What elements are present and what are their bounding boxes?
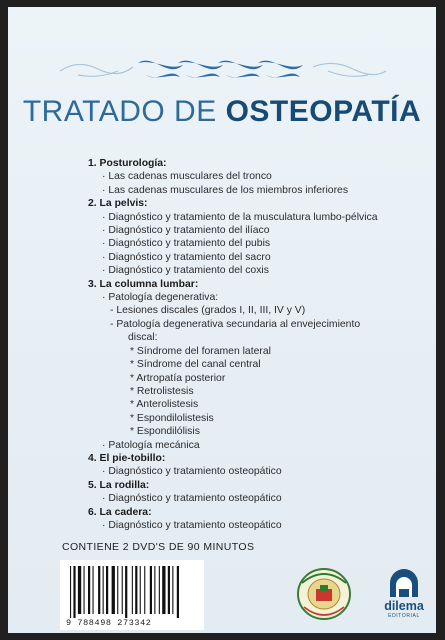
cover-title xyxy=(8,95,436,129)
toc-item: - Lesiones discales (grados I, II, III, IV y V) xyxy=(110,305,306,317)
toc-item: · Las cadenas musculares del tronco xyxy=(102,171,272,183)
barcode-bar xyxy=(122,566,123,614)
barcode-bar xyxy=(135,566,137,614)
toc-item: discal: xyxy=(128,332,158,344)
toc-section-heading: 3. La columna lumbar: xyxy=(88,278,199,290)
toc-section-heading: 4. El pie-tobillo: xyxy=(88,452,166,464)
toc-item: · Diagnóstico y tratamiento osteopático xyxy=(102,466,282,478)
title-light: TRATADO DE xyxy=(22,95,226,128)
barcode-icon xyxy=(60,560,204,620)
toc-section-heading: 2. La pelvis: xyxy=(88,198,148,210)
toc-item: * Síndrome del canal central xyxy=(130,359,261,371)
toc-section-heading: 1. Posturología: xyxy=(88,158,167,169)
toc-item: * Espondilólisis xyxy=(130,426,200,438)
barcode-bar xyxy=(117,566,118,614)
table-of-contents xyxy=(88,157,428,532)
barcode-bar xyxy=(140,566,141,614)
toc-item: * Espondilolistesis xyxy=(130,412,214,424)
toc-item: · Diagnóstico y tratamiento del sacro xyxy=(102,251,271,263)
barcode-bar xyxy=(78,566,81,614)
toc-item: · Diagnóstico y tratamiento del coxis xyxy=(102,265,269,277)
barcode-bar xyxy=(132,566,133,614)
back-cover xyxy=(8,7,436,633)
toc-item: · Las cadenas musculares de los miembros inferiores xyxy=(102,184,349,196)
barcode-bar xyxy=(93,566,94,614)
publisher-name: dilema xyxy=(384,599,424,613)
toc-item: · Diagnóstico y tratamiento del ilíaco xyxy=(102,225,270,237)
toc-item: - Patología degenerativa secundaria al envejecimiento xyxy=(110,318,361,330)
toc-section-heading: 6. La cadera: xyxy=(88,506,152,518)
barcode-bar xyxy=(168,566,170,614)
toc-item: * Artropatía posterior xyxy=(130,372,226,384)
toc-item: · Patología mecánica xyxy=(102,439,200,451)
title-bold: OSTEOPATÍA xyxy=(225,95,422,128)
toc-item: * Anterolistesis xyxy=(130,399,199,411)
barcode xyxy=(60,560,204,630)
toc-item: · Diagnóstico y tratamiento osteopático xyxy=(102,519,282,531)
toc-item: · Patología degenerativa: xyxy=(102,292,219,304)
barcode-bar xyxy=(88,566,90,614)
barcode-bar xyxy=(159,566,160,614)
barcode-bar xyxy=(103,566,104,614)
barcode-bar xyxy=(106,566,108,614)
barcode-bar xyxy=(112,566,115,614)
barcode-bar xyxy=(150,566,152,614)
institute-seal-icon xyxy=(296,567,352,621)
barcode-bar xyxy=(70,566,71,618)
publisher-subtitle: EDITORIAL xyxy=(388,613,420,619)
dilema-logo-icon xyxy=(388,569,420,599)
barcode-bar xyxy=(177,566,179,618)
barcode-bar xyxy=(125,566,127,618)
publisher-logo xyxy=(378,569,430,619)
barcode-bar xyxy=(144,566,145,614)
barcode-bar xyxy=(84,566,85,614)
dvd-note: CONTIENE 2 DVD'S DE 90 MINUTOS xyxy=(62,541,255,553)
toc-item: * Retrolistesis xyxy=(130,385,194,397)
ornament-divider-icon xyxy=(58,49,388,89)
barcode-bar xyxy=(98,566,100,614)
toc-item: · Diagnóstico y tratamiento del pubis xyxy=(102,238,271,250)
toc-section-heading: 5. La rodilla: xyxy=(88,479,150,491)
toc-item: · Diagnóstico y tratamiento de la musculatura lumbo-pélvica xyxy=(102,211,378,223)
toc-item: * Síndrome del foramen lateral xyxy=(130,345,271,357)
barcode-bar xyxy=(162,566,165,614)
barcode-bar xyxy=(172,566,173,614)
barcode-number: 9 788498 273342 xyxy=(66,618,152,628)
barcode-bar xyxy=(154,566,155,614)
toc-item: · Diagnóstico y tratamiento osteopático xyxy=(102,493,282,505)
barcode-bar xyxy=(73,566,75,618)
